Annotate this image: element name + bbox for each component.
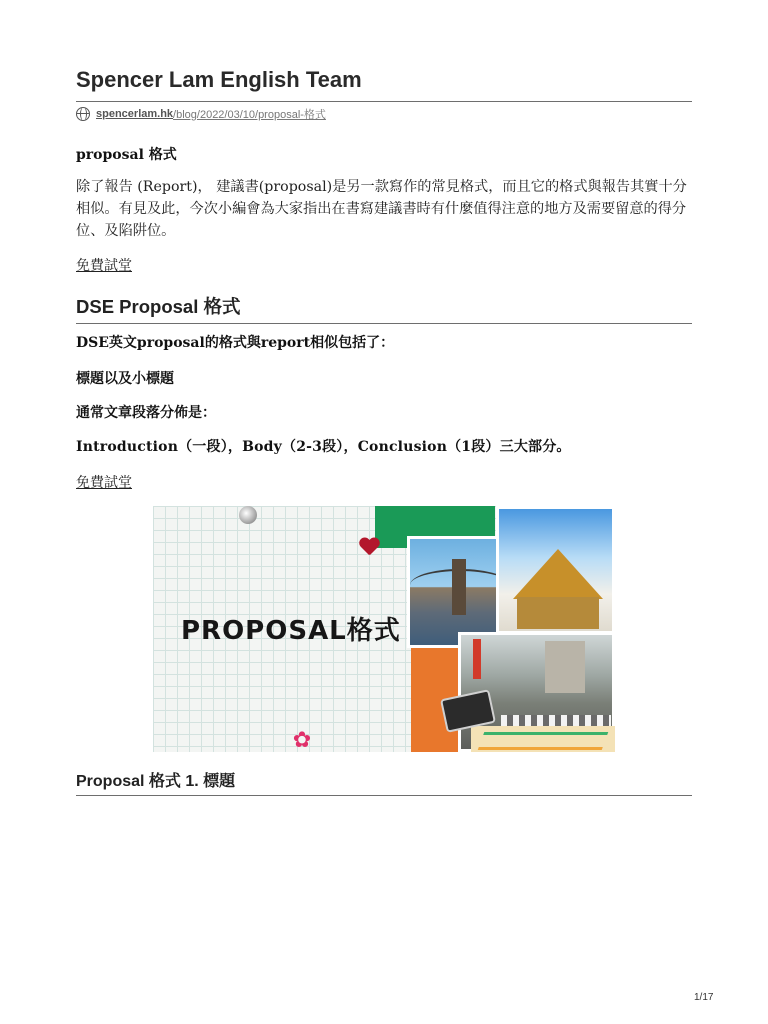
page-number: 1/17 [694,992,714,1003]
street-sign [473,639,481,679]
site-title: Spencer Lam English Team [76,67,362,92]
structure-line: Introduction（一段），Body（2-3段），Conclusion（1段）三大部分。 [76,439,571,455]
metro-map-strip [471,726,615,752]
url-path-link[interactable]: /blog/2022/03/10/proposal-格式 [173,109,326,121]
intro-paragraph: 除了報告 (Report)， 建議書(proposal)是另一款寫作的常見格式，而且它的格式與報告其實十分相似。有見及此，今次小編會為大家指出在書寫建議書時有什麼值得注意的地方及需要留意的得分位、及陷阱位。 [76,179,687,239]
hero-title: PROPOSAL格式 [181,616,401,646]
free-trial-link-2[interactable]: 免費試堂 [76,475,132,491]
temple-roof [513,549,603,599]
proposal-hero-image [153,506,615,752]
flower-icon: ✿ [292,728,312,752]
next-section-divider [76,795,692,796]
article-title: proposal 格式 [76,147,177,163]
pin-icon [239,506,257,524]
format-intro-line: DSE英文proposal的格式與report相似包括了： [76,335,395,351]
free-trial-link[interactable]: 免費試堂 [76,258,132,274]
title-divider [76,101,692,102]
temple-base [517,597,599,629]
street-building [545,641,585,693]
heading-subheading-line: 標題以及小標題 [76,371,174,387]
url-domain-link[interactable]: spencerlam.hk [96,108,174,120]
source-url[interactable] [76,106,326,122]
bridge-tower [452,559,466,615]
temple-photo [496,506,615,634]
section-divider [76,323,692,324]
paragraph-distribution-line: 通常文章段落分佈是： [76,405,216,421]
heart-icon [359,538,379,558]
section-heading: DSE Proposal 格式 [76,296,241,317]
next-section-heading: Proposal 格式 1. 標題 [76,773,236,790]
globe-icon [76,107,90,121]
